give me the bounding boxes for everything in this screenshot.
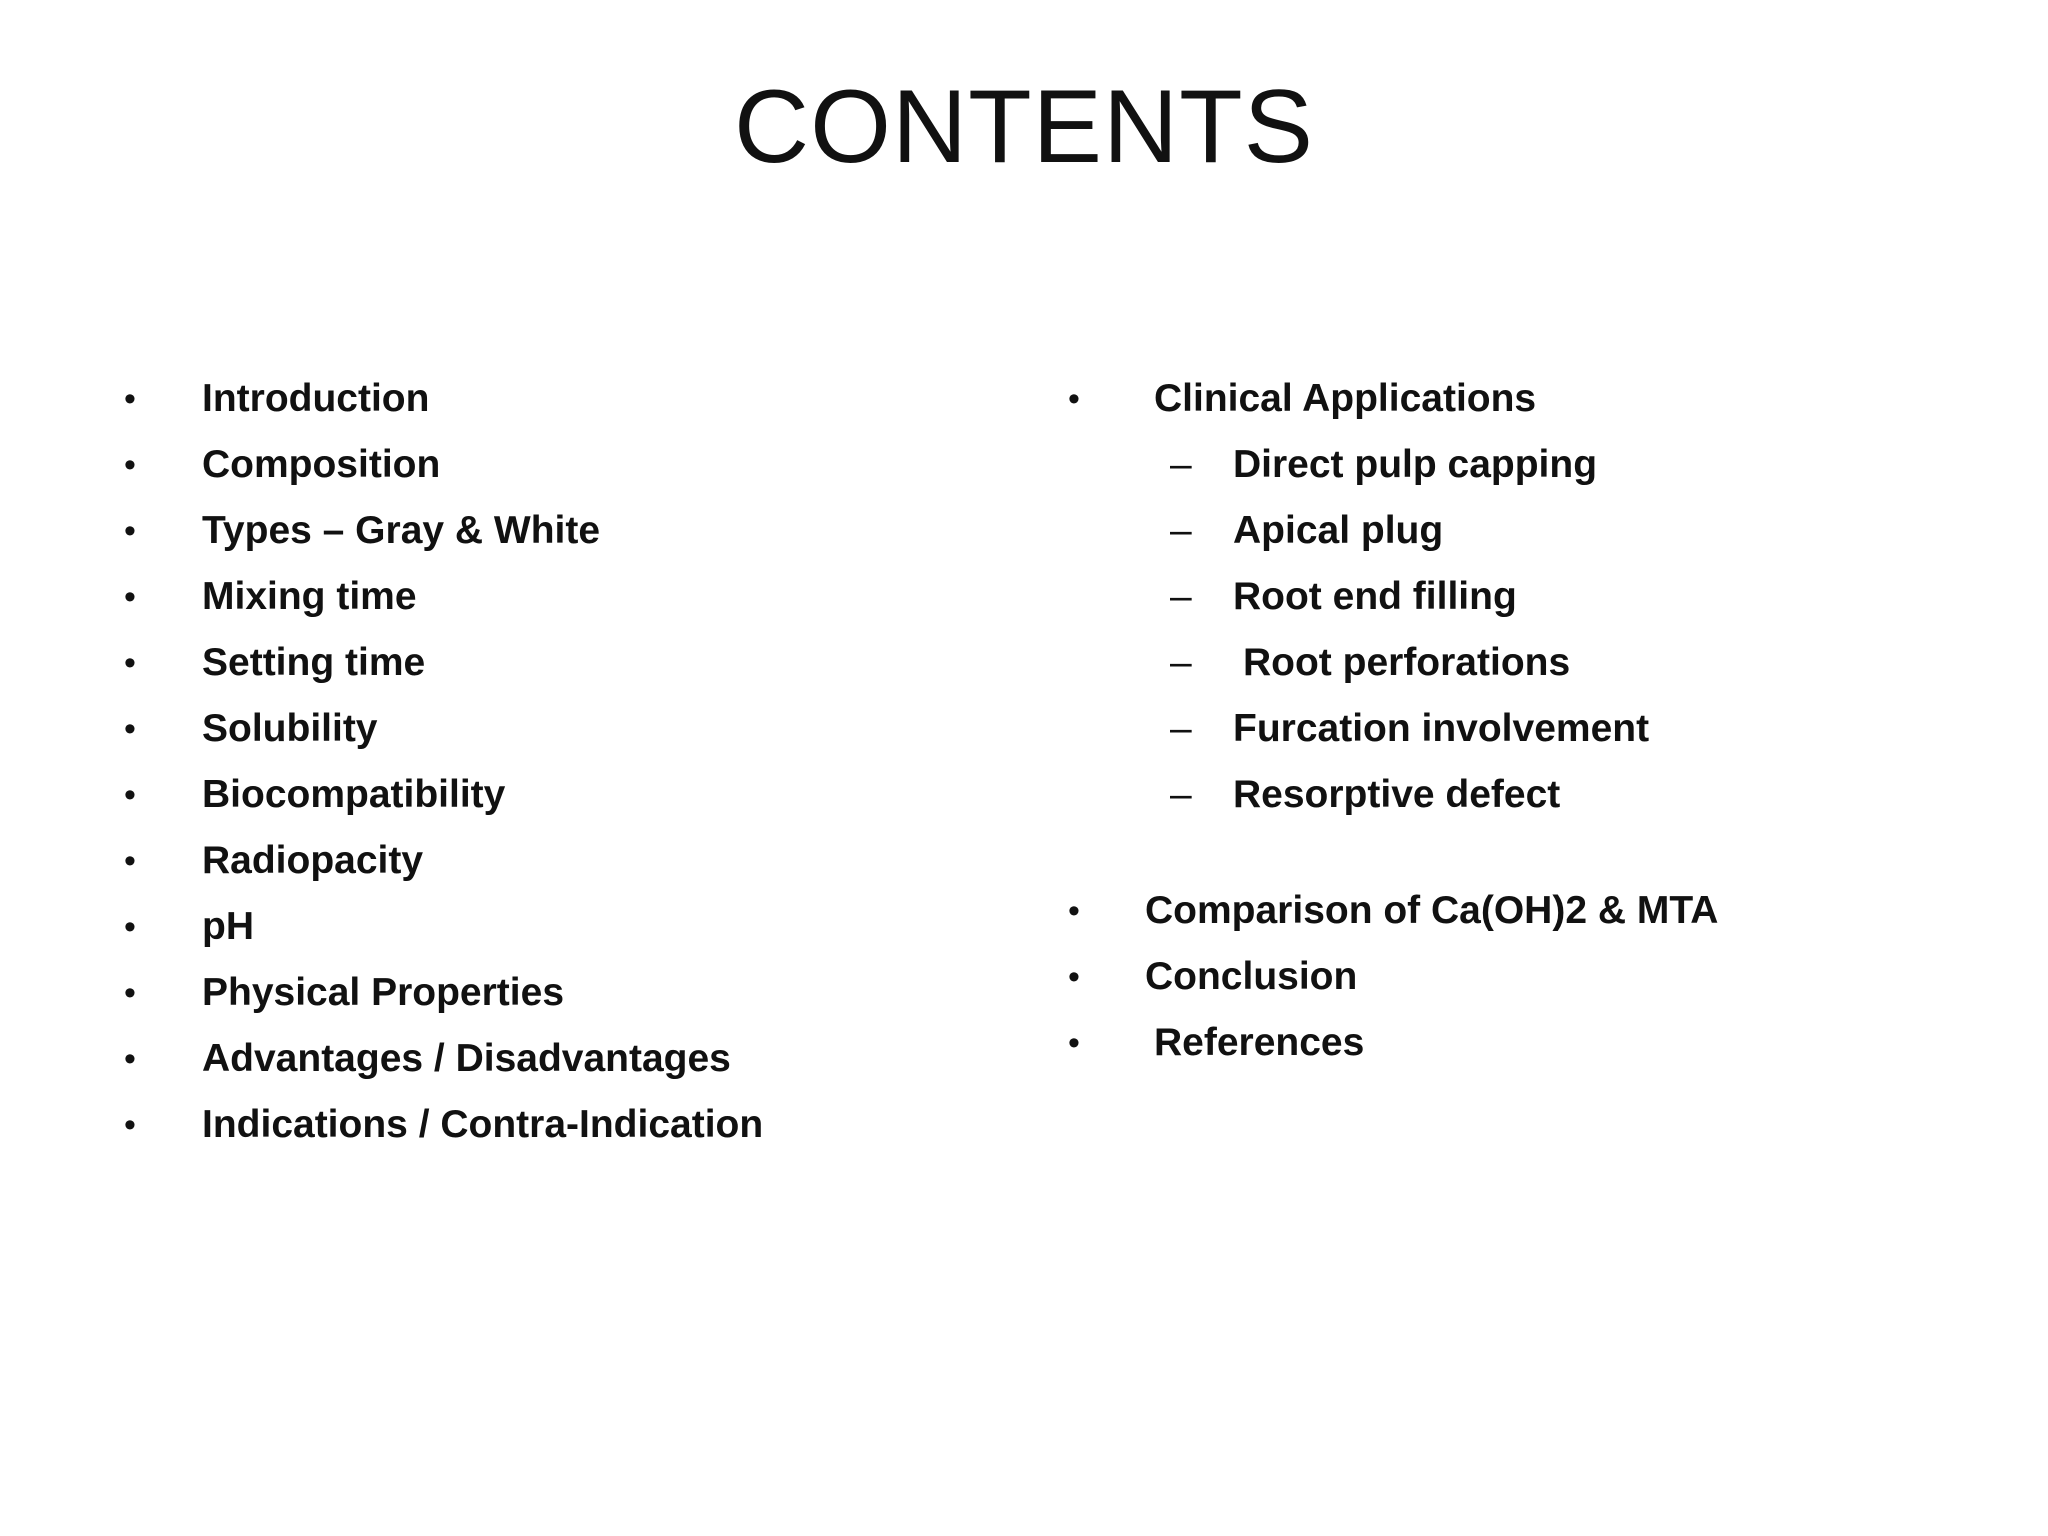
sub-list-item [1068, 630, 1968, 696]
list-item [124, 1026, 924, 1092]
sub-list-item-label: Furcation involvement [1233, 707, 1650, 750]
sub-list-item [1068, 432, 1968, 498]
sub-list-item-label: Root perforations [1243, 641, 1571, 684]
sub-list-item [1068, 696, 1968, 762]
list-item [124, 1092, 924, 1158]
bullet-icon: • [1068, 1024, 1080, 1062]
list-item-label: Radiopacity [202, 839, 424, 882]
list-item-label: Conclusion [1145, 955, 1358, 998]
list-spacer [1068, 828, 1968, 878]
bullet-icon: • [1068, 380, 1080, 418]
sub-list-item [1068, 762, 1968, 828]
list-item [124, 894, 924, 960]
list-item-label: Comparison of Ca(OH)2 & MTA [1145, 889, 1719, 932]
bullet-icon: • [124, 446, 136, 484]
bullet-icon: • [124, 1040, 136, 1078]
bullet-icon: • [124, 578, 136, 616]
bullet-icon: • [124, 512, 136, 550]
list-item [1068, 878, 1968, 944]
list-item-label: Mixing time [202, 575, 417, 618]
bullet-icon: • [124, 710, 136, 748]
dash-icon: – [1170, 707, 1192, 750]
list-item [124, 432, 924, 498]
left-bullet-list [124, 366, 924, 1158]
list-item-label: Setting time [202, 641, 426, 684]
sub-list-item-label: Resorptive defect [1233, 773, 1561, 816]
slide-title: CONTENTS [734, 69, 1314, 185]
sub-list-item [1068, 498, 1968, 564]
list-item [124, 762, 924, 828]
bullet-icon: • [124, 908, 136, 946]
list-item-label: Biocompatibility [202, 773, 506, 816]
dash-icon: – [1170, 641, 1192, 684]
list-item-label: Solubility [202, 707, 378, 750]
list-item [124, 828, 924, 894]
bullet-icon: • [124, 842, 136, 880]
list-item-label: Composition [202, 443, 441, 486]
list-item-label: Indications / Contra-Indication [202, 1103, 764, 1146]
dash-icon: – [1170, 773, 1192, 816]
bullet-icon: • [124, 380, 136, 418]
list-item [124, 960, 924, 1026]
bullet-icon: • [124, 644, 136, 682]
dash-icon: – [1170, 443, 1192, 486]
list-item-label: Clinical Applications [1154, 377, 1537, 420]
list-item-label: Physical Properties [202, 971, 565, 1014]
list-item-label: Advantages / Disadvantages [202, 1037, 731, 1080]
dash-icon: – [1170, 509, 1192, 552]
sub-list-item [1068, 564, 1968, 630]
list-item [124, 564, 924, 630]
list-item-clinical-applications [1068, 366, 1968, 432]
dash-icon: – [1170, 575, 1192, 618]
sub-list-item-label: Root end filling [1233, 575, 1517, 618]
bullet-icon: • [124, 1106, 136, 1144]
bullet-icon: • [1068, 958, 1080, 996]
right-bullet-list [1068, 366, 1968, 1076]
list-item [124, 366, 924, 432]
list-item-label: pH [202, 905, 254, 948]
bullet-icon: • [124, 974, 136, 1012]
sub-list-item-label: Direct pulp capping [1233, 443, 1598, 486]
bullet-icon: • [124, 776, 136, 814]
list-item [124, 696, 924, 762]
bullet-icon: • [1068, 892, 1080, 930]
list-item [124, 498, 924, 564]
list-item-label: References [1154, 1021, 1365, 1064]
list-item [124, 630, 924, 696]
list-item-label: Introduction [202, 377, 430, 420]
list-item [1068, 944, 1968, 1010]
list-item [1068, 1010, 1968, 1076]
sub-list-item-label: Apical plug [1233, 509, 1444, 552]
list-item-label: Types – Gray & White [202, 509, 601, 552]
